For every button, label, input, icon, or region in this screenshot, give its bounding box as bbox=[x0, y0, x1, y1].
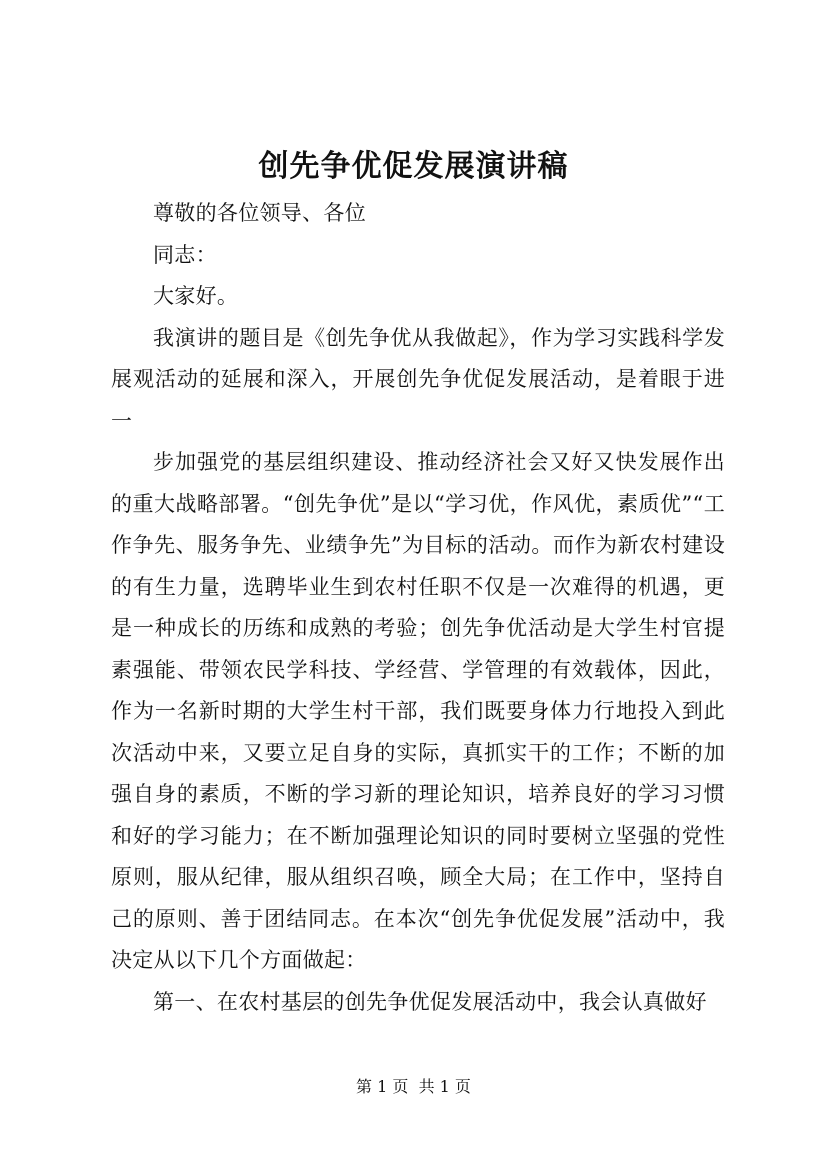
document-title: 创先争优促发展演讲稿 bbox=[258, 149, 569, 184]
first-point-paragraph: 第一、在农村基层的创先争优促发展活动中，我会认真做好 bbox=[153, 989, 707, 1014]
document-body bbox=[111, 193, 725, 1023]
salutation-line-1: 尊敬的各位领导、各位 bbox=[153, 201, 366, 225]
salutation-line-2: 同志： bbox=[153, 242, 217, 267]
page-number-label: 第 1 页 共 1 页 bbox=[356, 1077, 471, 1096]
intro-paragraph: 我演讲的题目是《创先争优从我做起》，作为学习实践科学发展观活动的延展和深入，开展创先争优促发展活动，是着眼于进一 bbox=[111, 325, 725, 433]
main-paragraph: 步加强党的基层组织建设、推动经济社会又好又快发展作出的重大战略部署。“创先争优”是以“学习优，作风优，素质优”“工作争先、服务争先、业绩争先”为目标的活动。而作为新农村建设的有生力量，选聘毕业生到农村任职不仅是一次难得的机遇，更是一种成长的历练和成熟的考验；创先争优活动是大学生村官提素强能、带领农民学科技、学经营、学管理的有效载体，因此，作为一名新时期的大学生村干部，我们既要身体力行地投入到此次活动中来，又要立足自身的实际，真抓实干的工作；不断的加强自身的素质，不断的学习新的理论知识，培养良好的学习习惯和好的学习能力；在不断加强理论知识的同时要树立坚强的党性原则，服从纪律，服从组织召唤，顾全大局；在工作中，坚持自己的原则、善于团结同志。在本次“创先争优促发展”活动中，我决定从以下几个方面做起： bbox=[111, 450, 725, 972]
page-footer bbox=[0, 1076, 827, 1098]
greeting-paragraph: 大家好。 bbox=[153, 284, 239, 308]
